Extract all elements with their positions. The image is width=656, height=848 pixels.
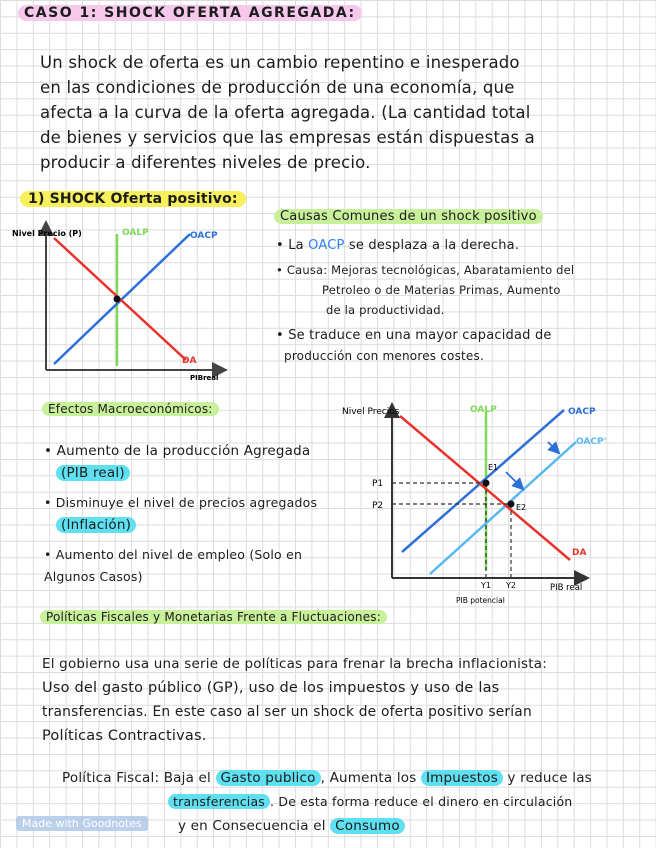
graph1-ylabel: Nivel Precio (P) (12, 229, 82, 238)
list-item: • Aumento del nivel de empleo (Solo en (44, 547, 303, 562)
para-line: transferencias. En este caso al ser un shock de oferta positivo serían (42, 704, 532, 720)
intro-paragraph (40, 50, 640, 175)
list-item: • Se traduce en una mayor capacidad de (276, 328, 552, 343)
graph2-diagram (336, 398, 648, 610)
graph2-e1-label: E1 (488, 463, 499, 472)
politicas-heading: Políticas Fiscales y Monetarias Frente a Fluctuaciones: (40, 610, 387, 624)
graph1-equilibrium-point (114, 296, 121, 303)
intro-line: de bienes y servicios que las empresas están dispuestas a (40, 128, 535, 147)
graph2-ylabel: Nivel Precios (342, 407, 400, 417)
intro-line: producir a diferentes niveles de precio. (40, 153, 371, 172)
oacp-term: OACP (308, 238, 345, 253)
pib-real-tag: (PIB real) (56, 465, 130, 481)
graph2-oacp2-label: OACP' (576, 437, 607, 447)
graph2-y2-label: Y2 (506, 581, 516, 590)
list-item: • Causa: Mejoras tecnológicas, Abaratamiento del (276, 263, 575, 277)
graph2-shift-arrow (506, 472, 520, 486)
inflacion-tag: (Inflación) (56, 517, 136, 533)
graph2-ypot-label: PIB potencial (456, 596, 505, 605)
intro-line: afecta a la curva de la oferta agregada. (La cantidad total (40, 103, 531, 122)
graph1-xlabel: PIBreal (190, 374, 219, 382)
para-line: El gobierno usa una serie de políticas para frenar la brecha inflacionista: (42, 656, 547, 672)
intro-line: en las condiciones de producción de una economía, que (40, 78, 515, 97)
graph1-diagram (10, 220, 260, 390)
causas-heading: Causas Comunes de un shock positivo (274, 209, 543, 224)
impuestos-tag: Impuestos (421, 770, 503, 786)
graph2-oacp-label: OACP (568, 407, 596, 417)
para-line: Políticas Contractivas. (42, 728, 207, 744)
efectos-heading: Efectos Macroeconómicos: (42, 402, 219, 416)
causas-list (276, 236, 574, 366)
list-item: • Aumento de la producción Agregada (44, 443, 311, 459)
intro-line: Un shock de oferta es un cambio repentino e inesperado (40, 53, 520, 72)
graph2-e2-label: E2 (516, 503, 527, 512)
transferencias-tag: transferencias (168, 794, 270, 809)
para-line: Uso del gasto público (GP), uso de los impuestos y uso de las (42, 680, 500, 696)
graph2-y1-label: Y1 (481, 581, 491, 590)
politica-fiscal: Política Fiscal: Baja el Gasto publico , Aumenta los Impuestos y reduce las transferencias . De esta forma reduce el dinero en circulación y en Consecuencia el Consumo (62, 770, 592, 834)
efectos-list (44, 440, 317, 588)
list-item-cont: producción con menores costes. (284, 349, 484, 363)
list-item-cont: Petroleo o de Materias Primas, Aumento (322, 283, 561, 297)
graph2-oalp-label: OALP (470, 405, 497, 415)
graph2-e2-point (508, 501, 515, 508)
list-item-cont: Algunos Casos) (44, 569, 143, 584)
consumo-tag: Consumo (330, 818, 405, 834)
graph2-xlabel: PIB real (550, 583, 583, 593)
graph1-oalp-label: OALP (122, 228, 149, 238)
section1-heading: 1) SHOCK Oferta positivo: (20, 191, 246, 207)
graph2-shift-arrow-2 (548, 442, 556, 450)
graph2-da-label: DA (572, 548, 587, 558)
graph2-oacp-line (402, 410, 564, 552)
goodnotes-watermark: Made with Goodnotes (16, 816, 148, 831)
gasto-publico-tag: Gasto publico (216, 770, 321, 786)
title-highlight: CASO 1: SHOCK OFERTA AGREGADA: (18, 5, 362, 21)
list-item: • La OACP se desplaza a la derecha. (276, 238, 520, 253)
graph2-p1-label: P1 (372, 479, 384, 489)
page-title (18, 5, 362, 21)
graph2-p2-label: P2 (372, 501, 384, 511)
list-item-cont: de la productividad. (326, 303, 445, 317)
graph2-e1-point (483, 480, 490, 487)
graph1-da-label: DA (182, 356, 197, 366)
politicas-paragraph (42, 652, 647, 748)
graph1-oacp-label: OACP (190, 231, 218, 241)
list-item: • Disminuye el nivel de precios agregados (44, 495, 318, 510)
